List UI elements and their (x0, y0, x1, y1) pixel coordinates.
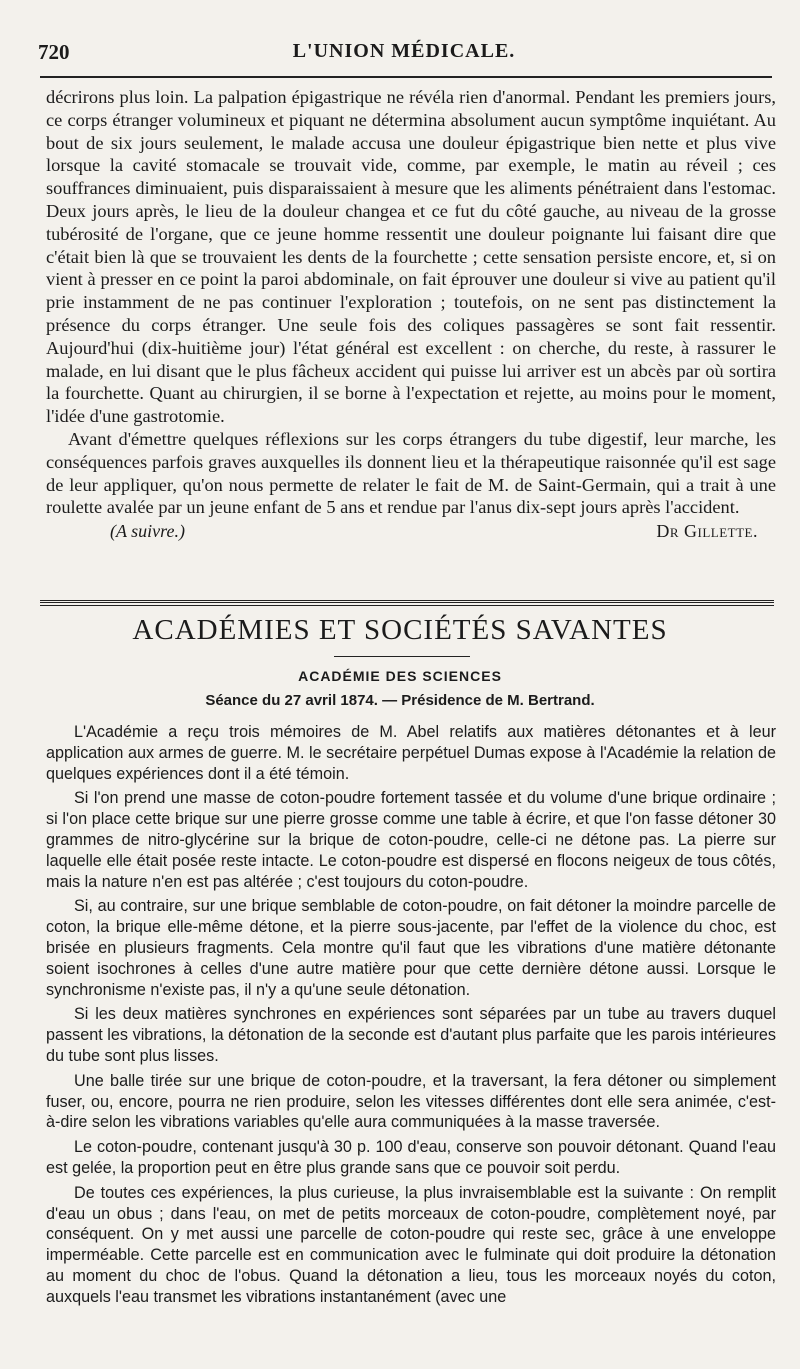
article-paragraph: décrirons plus loin. La palpation épigastrique ne révéla rien d'anormal. Pendant les premiers jours, ce corps étranger volumineux et piquant ne détermina absolument aucun symptôme inquiétant. Au bout de six jours seulement, le malade accusa une douleur épigastrique bien nette et plus vive lorsque la cavité stomacale se trouvait vide, comme, par exemple, le matin au réveil ; ces souffrances diminuaient, puis disparaissaient à mesure que les aliments pénétraient dans l'estomac. Deux jours après, le lieu de la douleur changea et ce fut du côté gauche, au niveau de la grosse tubérosité de l'organe, que ce jeune homme ressentit une douleur poignante lui faisant dire que c'était bien là que se trouvaient les dents de la fourchette ; cette sensation persiste encore, et, si on vient à presser en ce point la paroi abdominale, on fait éprouver une douleur si vive au patient qu'il prie instamment de ne pas continuer l'exploration ; toutefois, on ne sent pas distinctement la présence du corps étranger. Une seule fois des coliques passagères se sont fait ressentir. Aujourd'hui (dix-huitième jour) l'état général est excellent : on cherche, du reste, à rassurer le malade, en lui disant que le plus fâcheux accident qui puisse lui arriver est un abcès par où sortira la fourchette. Quant au chirurgien, il se borne à l'expectation et rejette, au moins pour le moment, l'idée d'une gastrotomie. (46, 87, 776, 427)
author-signature: Dr Gillette. (656, 521, 758, 542)
subtitle-rule (334, 656, 470, 657)
to-follow-note: (A suivre.) (110, 521, 185, 542)
journal-title: L'UNION MÉDICALE. (292, 40, 516, 62)
page-header (38, 40, 770, 70)
section-paragraph: De toutes ces expériences, la plus curieuse, la plus invraisemblable est la suivante : On remplit d'eau un obus ; dans l'eau, on met de petits morceaux de coton-poudre, complètement noyé, par conséquent. On y met aussi une parcelle de coton-poudre qui reste sec, grâce à une enveloppe imperméable. Cette parcelle est en communication avec le fulminate qui doit produire la détonation au moment du choc de l'obus. Quand la détonation a lieu, tous les morceaux noyés du coton, auxquels l'eau transmet les vibrations instantanément (avec une (46, 1183, 776, 1306)
page-number: 720 (38, 40, 70, 64)
section-paragraph: Le coton-poudre, contenant jusqu'à 30 p. 100 d'eau, conserve son pouvoir détonant. Quand l'eau est gelée, la proportion peut en être plus grande sans que ce pouvoir soit perdu. (46, 1138, 776, 1177)
session-line: Séance du 27 avril 1874. — Présidence de M. Bertrand. (205, 692, 595, 709)
signature-line (46, 519, 776, 545)
section-title: ACADÉMIES ET SOCIÉTÉS SAVANTES (132, 614, 668, 646)
section-paragraph: L'Académie a reçu trois mémoires de M. Abel relatifs aux matières détonantes et à leur application aux armes de guerre. M. le secrétaire perpétuel Dumas expose à l'Académie la relation de quelques expériences dont il a été témoin. (46, 723, 776, 783)
section-paragraph: Une balle tirée sur une brique de coton-poudre, et la traversant, la fera détoner ou simplement fuser, ou, encore, pourra ne rien produire, selon les vitesses différentes dont elle sera animée, c'est-à-dire selon les vibrations variables qu'elle aura communiquées à la masse traversée. (46, 1071, 776, 1132)
article-body (46, 86, 776, 545)
section-body (46, 722, 776, 1308)
section-rule (40, 600, 774, 606)
section-subtitle: ACADÉMIE DES SCIENCES (298, 668, 502, 684)
section-paragraph: Si, au contraire, sur une brique semblable de coton-poudre, on fait détoner la moindre parcelle de coton, la brique elle-même détone, et la pierre sous-jacente, par l'effet de la violence du choc, est brisée en plusieurs fragments. Cela montre qu'il faut que les vibrations d'une matière détonante soient isochrones à celles d'une autre matière pour que cette dernière détone aussi. Lorsque le synchronisme n'existe pas, il n'y a qu'une seule détonation. (46, 897, 776, 999)
section-paragraph: Si les deux matières synchrones en expériences sont séparées par un tube au travers duquel passent les vibrations, la détonation de la seconde est d'autant plus parfaite que les parois intérieures du tube sont plus lisses. (46, 1005, 776, 1065)
header-rule (40, 76, 772, 78)
article-paragraph: Avant d'émettre quelques réflexions sur les corps étrangers du tube digestif, leur marche, les conséquences parfois graves auxquelles ils donnent lieu et la thérapeutique raisonnée qu'il est sage de leur appliquer, qu'on nous permette de relater le fait de M. de Saint-Germain, qui a trait à une roulette avalée par un jeune enfant de 5 ans et rendue par l'anus dix-sept jours après l'accident. (46, 428, 776, 518)
section-paragraph: Si l'on prend une masse de coton-poudre fortement tassée et du volume d'une brique ordinaire ; si l'on place cette brique sur une pierre grosse comme une table à écrire, et que l'on fasse détoner 30 grammes de nitro-glycérine sur la brique de coton-poudre, celle-ci ne détone pas. La pierre sur laquelle elle était posée reste intacte. Le coton-poudre est dispersé en flocons neigeux de tous côtés, mais la nature n'en est pas altérée ; c'est toujours du coton-poudre. (46, 789, 776, 891)
